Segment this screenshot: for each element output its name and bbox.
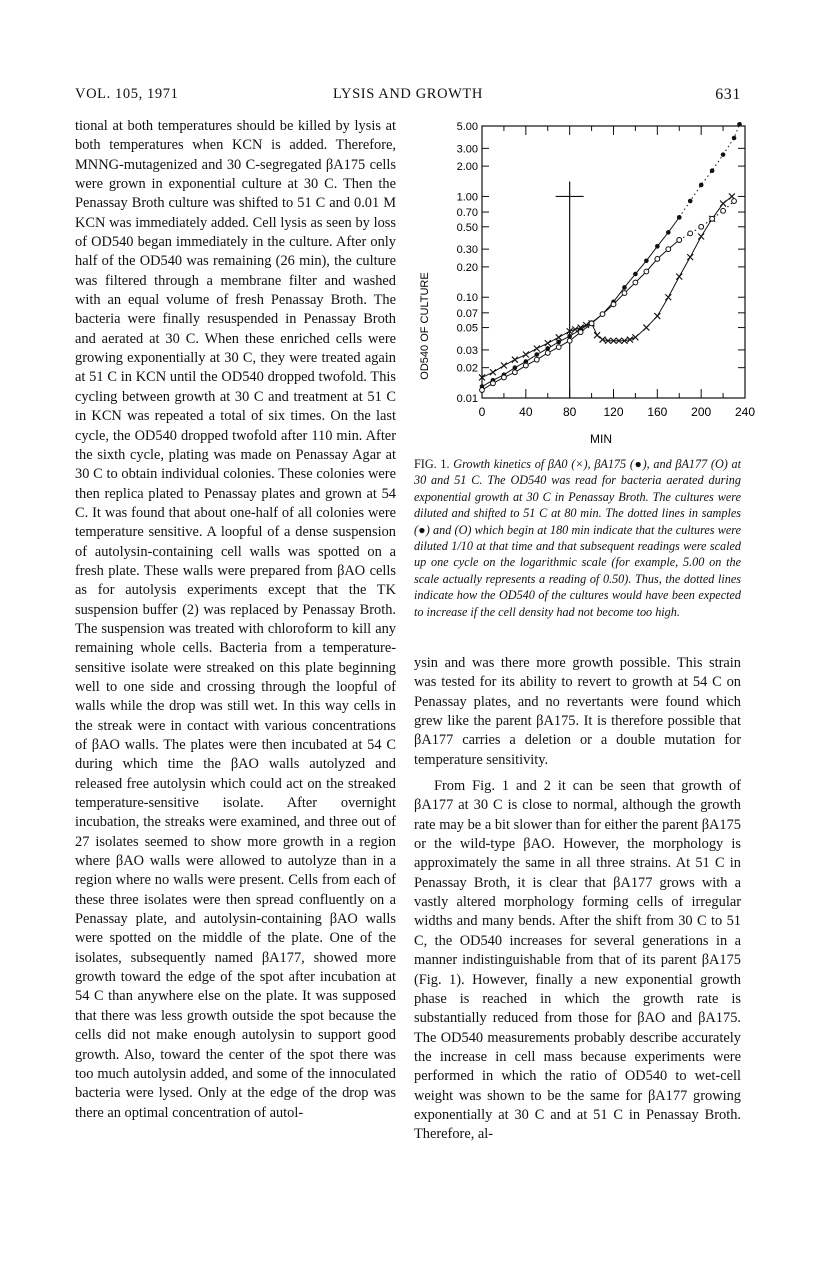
figure-label: FIG. 1.	[414, 457, 450, 471]
data-point	[699, 183, 704, 188]
data-point	[545, 340, 551, 346]
data-point	[611, 302, 616, 307]
series-line	[482, 196, 732, 377]
x-tick-label: 160	[647, 405, 668, 419]
y-tick-label: 5.00	[456, 121, 478, 133]
y-tick-label: 0.05	[456, 322, 478, 335]
data-point	[556, 340, 561, 345]
chart-axes	[457, 121, 756, 419]
data-point	[666, 230, 671, 235]
data-point	[687, 254, 693, 260]
y-tick-label: 1.00	[456, 191, 478, 204]
figure-caption	[414, 456, 741, 620]
data-point	[665, 294, 671, 300]
paragraph: ysin and was there more growth possible. This strain was tested for its ability to revert to growth at 54 C on Penassay plates, and no revertants were found which grew like the parent βA175. It is therefore possible that βA177 carries a deletion or a double mutation for temperature sensitivity.	[414, 655, 741, 768]
paragraph: From Fig. 1 and 2 it can be seen that growth of βA177 at 30 C is close to normal, although the growth rate may be a bit slower than for either the parent βA175 or the wild-type βAO. However, the morphology is approximately the same in all three strains. At 51 C in Penassay Broth, it is clear that βA177 grows with a vastly altered morphology forming cells of irregular widths and many bends. After the shift from 30 C to 51 C, the OD540 increases for several generations in a manner indistinguishable from that of its parent βA175 (Fig. 1). However, finally a new exponential growth phase is reached in which the growth rate is substantially reduced from those for βAO and βA175. The OD540 measurements probably describe accurately the increase in cell mass because experiments were performed in which the ratio of OD540 to wet-cell weight was shown to be the same for βA177 growing exponentially at 30 C and at 51 C in Penassay Broth. Therefore, al-	[414, 778, 741, 1143]
data-point	[567, 338, 572, 343]
data-point	[480, 388, 485, 393]
data-point	[721, 208, 726, 213]
data-point	[512, 370, 517, 375]
y-axis-label: OD540 OF CULTURE	[419, 272, 431, 380]
data-point	[720, 201, 726, 207]
page-number: 631	[715, 86, 741, 103]
data-point	[732, 199, 737, 204]
data-point	[633, 280, 638, 285]
x-axis-label: MIN	[590, 432, 612, 446]
data-point	[512, 357, 518, 363]
y-tick-label: 0.07	[456, 307, 478, 320]
growth-kinetics-chart	[410, 108, 770, 453]
data-point	[502, 375, 507, 380]
data-point	[490, 369, 496, 375]
data-point	[622, 291, 627, 296]
data-point	[666, 247, 671, 252]
data-point	[594, 332, 600, 338]
y-tick-label: 0.70	[456, 207, 478, 220]
data-point	[655, 244, 660, 249]
data-point	[643, 325, 649, 331]
data-point	[523, 363, 528, 368]
data-point	[732, 136, 737, 141]
data-point	[534, 357, 539, 362]
y-tick-label: 0.50	[456, 221, 478, 234]
data-point	[710, 216, 715, 221]
data-point	[698, 234, 704, 240]
data-point	[534, 345, 540, 351]
data-point	[513, 365, 518, 370]
data-point	[710, 168, 715, 173]
data-point	[556, 334, 562, 340]
data-point	[632, 334, 638, 340]
data-point	[491, 381, 496, 386]
x-tick-label: 0	[478, 405, 486, 419]
volume-label: VOL. 105, 1971	[75, 86, 179, 102]
data-point	[600, 312, 605, 317]
y-tick-label: 0.10	[456, 292, 478, 305]
x-tick-label: 40	[519, 405, 533, 419]
y-tick-label: 2.00	[456, 161, 478, 174]
y-tick-label: 0.01	[456, 393, 478, 405]
data-point	[721, 152, 726, 157]
data-point	[676, 274, 682, 280]
paragraph: tional at both temperatures should be killed by lysis at both temperatures when KCN is added. Therefore, MNNG-mutagenized and 30 C-segregated βA175 cells were grown in exponential culture at 30 C. Then the Penassay Broth culture was shifted to 51 C and 0.01 M KCN was immediately added. Cell lysis as seen by loss of OD540 began immediately in the culture. After only half of the OD540 was remaining (26 min), the culture was filtered through a membrane filter and washed with an equal volume of fresh Penassay Broth. The bacteria were finally resuspended in Penassay Broth and aerated at 30 C. When these enriched cells were growing exponentially at 30 C, they were treated again at 51 C in KCN until the OD540 dropped twofold. This cycling between growth at 30 C and treatment at 51 C in KCN was repeated a total of six times. On the last cycle, the OD540 dropped twofold after 110 min. After the sixth cycle, plating was made on Penassay Agar at 30 C to obtain individual colonies. These colonies were then replica plated to Penassay plates and grown at 54 C. It was found that about one-half of all colonies were temperature sensitive. A loopful of a dense suspension of autolysin-containing cell walls was spotted on a fresh plate. These walls were prepared from βAO cells as for autolysis experiments except that the TK suspension buffer (2) was replaced by Penassay Broth. The suspension was treated with chloroform to kill any remaining whole cells. Bacteria from a temperature-sensitive isolate were streaked on this plate beginning well to one side and crossing through the loopful of walls while the drop was still wet. In this way cells in the streak were in contact with various concentrations of βAO walls. The plates were then incubated at 54 C during which time the βAO walls autolyzed and released free autolysin which could act on the streaked temperature-sensitive isolate. After overnight incubation, the streaks were examined, and three out of 27 isolates seemed to show more growth in a region where βAO walls were allowed to autolyze than in a region where no walls were present. Cells from each of these three isolates were then spread confluently on a Penassay plate, and autolysin-containing βAO walls were spotted on the middle of the plate. One of the isolates, subsequently named βA177, showed more growth toward the edge of the spot after incubation at 54 C than anywhere else on the plate. It was supposed that there was less growth outside the spot because the cells did not make enough autolysin to support good growth. Also, toward the center of the spot there was too much autolysin added, and some of the innoculated bacteria were lysed. Only at the edge of the drop was there an optimal concentration of autol-	[75, 118, 396, 1121]
series-line	[482, 240, 679, 390]
data-point	[644, 258, 649, 263]
x-tick-label: 120	[603, 405, 624, 419]
series-line	[679, 124, 739, 217]
data-point	[655, 257, 660, 262]
data-point	[534, 352, 539, 357]
data-point	[633, 272, 638, 277]
data-point	[677, 238, 682, 243]
data-point	[699, 224, 704, 229]
caption-text: Growth kinetics of βA0 (×), βA175 (●), and βA177 (O) at 30 and 51 C. The OD540 was read for bacteria aerated during exponential growth at 30 C in Penassay Broth. The cultures were diluted and shifted to 51 C at 80 min. The dotted lines in samples (●) and (O) which begin at 180 min indicate that the cultures were diluted 1/10 at that time and that subsequent readings were scaled up one cycle on the logarithmic scale (for example, 5.00 on the scale actually represents a reading of 0.50). Thus, the dotted lines indicate how the OD540 of the cultures would have been expected to increase if the cell density had not become too high.	[414, 457, 742, 619]
x-tick-label: 240	[734, 405, 756, 419]
data-point	[545, 351, 550, 356]
left-column	[75, 117, 396, 1123]
data-point	[523, 352, 529, 358]
y-tick-label: 0.03	[456, 344, 478, 357]
y-tick-label: 0.02	[456, 362, 478, 375]
data-point	[622, 285, 627, 290]
data-point	[688, 199, 693, 204]
data-point	[654, 313, 660, 319]
right-column	[414, 654, 741, 1145]
chart-series	[479, 122, 742, 392]
x-tick-label: 80	[562, 405, 577, 419]
running-title: LYSIS AND GROWTH	[333, 86, 483, 102]
running-header	[75, 86, 741, 106]
data-point	[589, 321, 594, 326]
y-tick-label: 0.30	[456, 244, 478, 257]
plot-frame	[482, 126, 745, 398]
data-point	[688, 231, 693, 236]
data-point	[737, 122, 742, 127]
y-tick-label: 3.00	[456, 143, 478, 156]
data-point	[677, 215, 682, 220]
x-tick-label: 200	[691, 405, 712, 419]
data-point	[578, 330, 583, 335]
data-point	[644, 269, 649, 274]
data-point	[556, 345, 561, 350]
y-tick-label: 0.20	[456, 261, 478, 274]
data-point	[501, 363, 507, 369]
